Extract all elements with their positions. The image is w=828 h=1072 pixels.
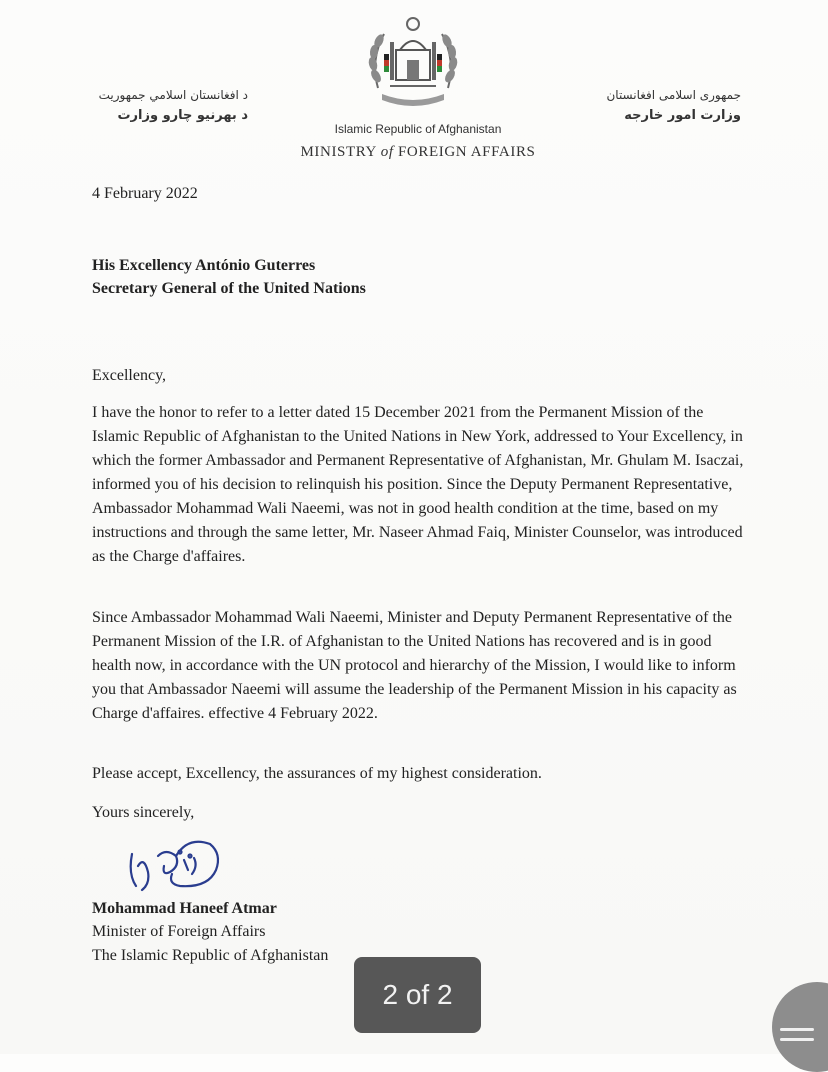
- signer-name: Mohammad Haneef Atmar: [92, 900, 277, 917]
- handwritten-signature: [118, 826, 238, 896]
- closing: Yours sincerely,: [92, 804, 195, 821]
- paragraph-1: I have the honor to refer to a letter dated 15 December 2021 from the Permanent Mission of the Islamic Republic of Afghanistan to the United Nations in New York, addressed to Your Excellency, in which the former Ambassador and Permanent Representative of Afghanistan, Mr. Ghulam M. Isaczai, informed you of his decision to relinquish his position. Since the Deputy Permanent Representative, Ambassador Mohammad Wali Naeemi, was not in good health condition at the time, based on my instructions and through the same letter, Mr. Naseer Ahmad Faiq, Minister Counselor, was introduced as the Charge d'affaires.: [92, 404, 744, 565]
- state-emblem-icon: [360, 10, 466, 116]
- signer-title: Minister of Foreign Affairs: [92, 923, 266, 940]
- dari-ministry-line: وزارت امور خارجه: [624, 108, 741, 123]
- pashto-republic-line: د افغانستان اسلامي جمهوریت: [98, 88, 248, 102]
- signer-organization: The Islamic Republic of Afghanistan: [92, 947, 329, 964]
- addressee-name: His Excellency António Guterres: [92, 257, 316, 274]
- pashto-ministry-line: د بهرنیو چارو وزارت: [117, 108, 248, 123]
- org-ministry-pre: MINISTRY: [300, 144, 381, 160]
- salutation: Excellency,: [92, 367, 167, 384]
- dari-republic-line: جمهوری اسلامی افغانستان: [606, 88, 741, 102]
- pashto-header: [88, 86, 248, 128]
- org-ministry-line: [258, 144, 578, 161]
- org-ministry-post: FOREIGN AFFAIRS: [393, 144, 536, 160]
- letter-date: 4 February 2022: [92, 185, 198, 202]
- paragraph-2: Since Ambassador Mohammad Wali Naeemi, Minister and Deputy Permanent Representative of the Permanent Mission of the I.R. of Afghanistan to the United Nations has recovered and is in good health now, in accordance with the UN protocol and hierarchy of the Mission, I would like to inform you that Ambassador Naeemi will assume the leadership of the Permanent Mission in his capacity as Charge d'affaires. effective 4 February 2022.: [92, 609, 737, 722]
- dari-header: [585, 86, 741, 128]
- page-indicator: 2 of 2: [354, 957, 481, 1033]
- org-republic-line: Islamic Republic of Afghanistan: [334, 122, 502, 136]
- org-ministry-of: of: [380, 144, 394, 160]
- addressee-title: Secretary General of the United Nations: [92, 280, 366, 297]
- paragraph-3: Please accept, Excellency, the assurances of my highest consideration.: [92, 765, 542, 782]
